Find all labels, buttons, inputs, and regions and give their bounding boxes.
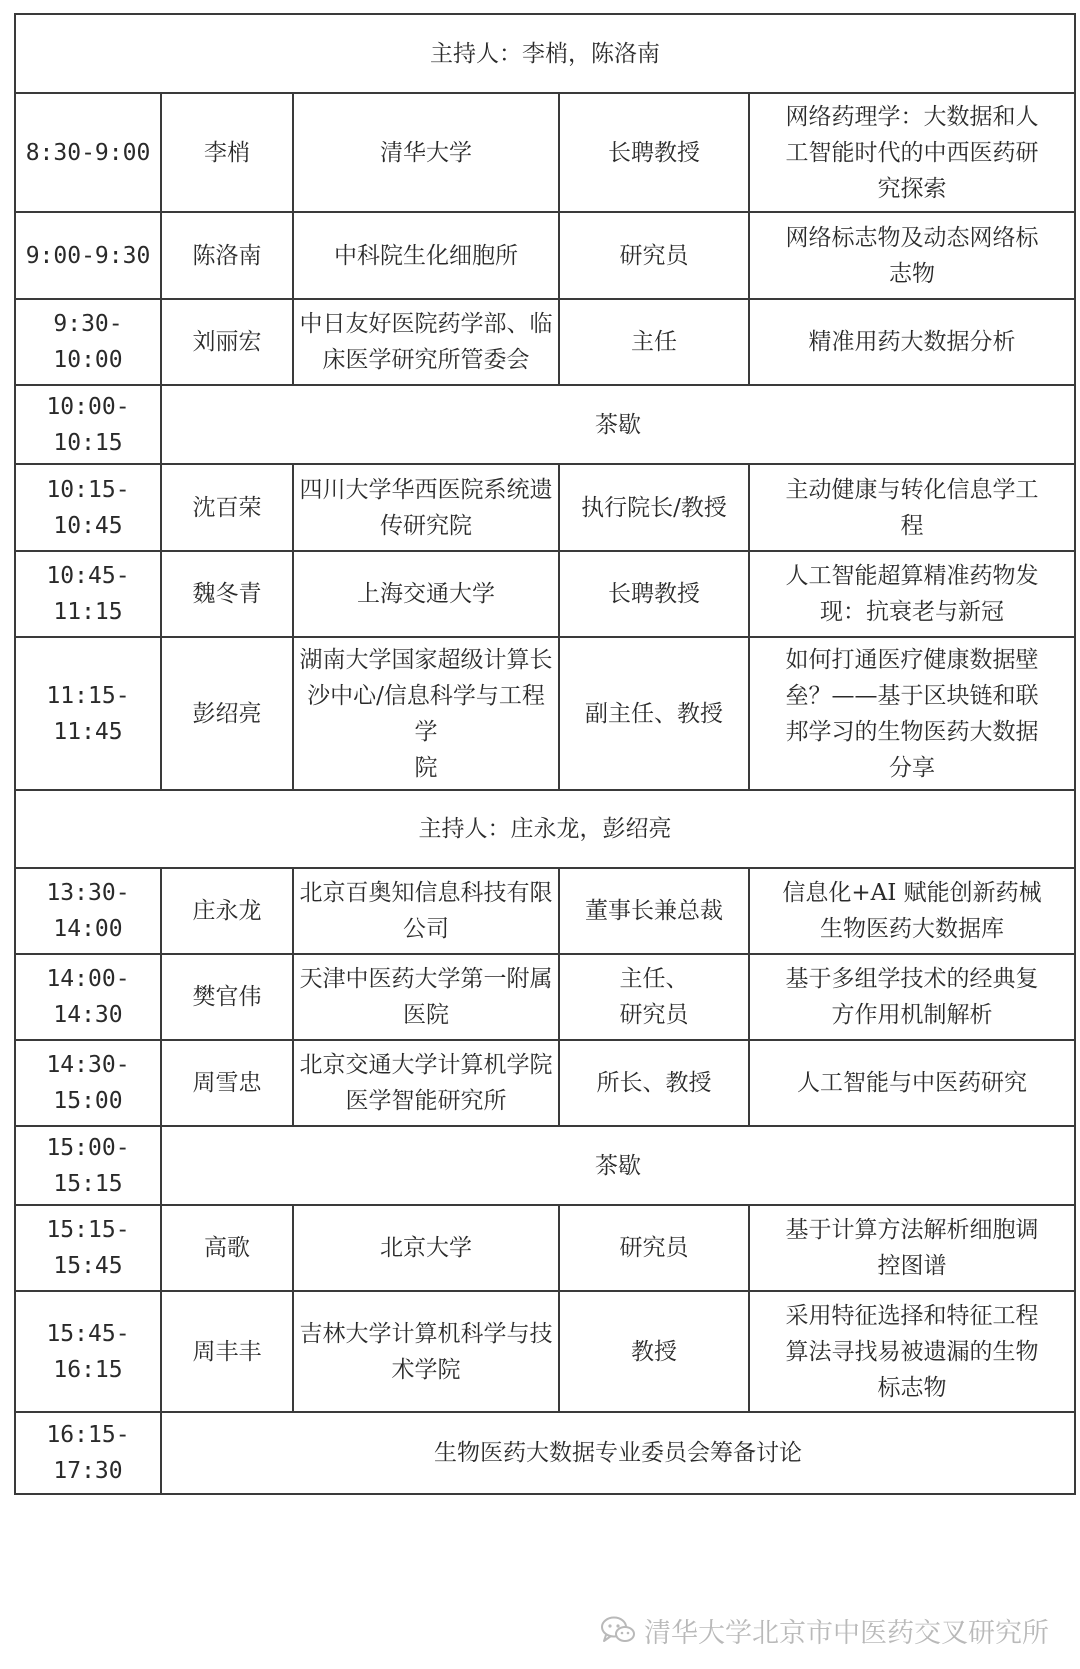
title-cell: 研究员 — [559, 212, 749, 299]
title-cell: 董事长兼总裁 — [559, 868, 749, 954]
topic-cell: 信息化+AI 赋能创新药械 生物医药大数据库 — [749, 868, 1075, 954]
title-cell: 教授 — [559, 1291, 749, 1412]
time-cell: 9:30-10:00 — [15, 299, 161, 385]
host-row-morning — [15, 14, 1075, 93]
table-row — [15, 868, 1075, 954]
speaker-cell: 陈洛南 — [161, 212, 293, 299]
topic-cell: 如何打通医疗健康数据壁 垒？——基于区块链和联 邦学习的生物医药大数据 分享 — [749, 637, 1075, 790]
topic-cell: 人工智能与中医药研究 — [749, 1040, 1075, 1126]
speaker-cell: 刘丽宏 — [161, 299, 293, 385]
table-row — [15, 212, 1075, 299]
title-cell: 研究员 — [559, 1205, 749, 1291]
time-cell: 15:15-15:45 — [15, 1205, 161, 1291]
topic-cell: 网络药理学：大数据和人 工智能时代的中西医药研 究探索 — [749, 93, 1075, 212]
speaker-cell: 李梢 — [161, 93, 293, 212]
org-cell: 四川大学华西医院系统遗 传研究院 — [293, 464, 559, 551]
speaker-cell: 魏冬青 — [161, 551, 293, 637]
topic-cell: 基于计算方法解析细胞调 控图谱 — [749, 1205, 1075, 1291]
topic-cell: 精准用药大数据分析 — [749, 299, 1075, 385]
org-cell: 清华大学 — [293, 93, 559, 212]
tea-break-label: 茶歇 — [161, 1126, 1075, 1205]
time-cell: 15:45-16:15 — [15, 1291, 161, 1412]
title-cell: 执行院长/教授 — [559, 464, 749, 551]
time-cell: 16:15-17:30 — [15, 1412, 161, 1494]
speaker-cell: 彭绍亮 — [161, 637, 293, 790]
time-cell: 10:00-10:15 — [15, 385, 161, 464]
org-cell: 湖南大学国家超级计算长 沙中心/信息科学与工程学 院 — [293, 637, 559, 790]
table-row — [15, 1040, 1075, 1126]
org-cell: 北京大学 — [293, 1205, 559, 1291]
speaker-cell: 沈百荣 — [161, 464, 293, 551]
host-row-afternoon — [15, 790, 1075, 868]
time-cell: 10:15-10:45 — [15, 464, 161, 551]
time-cell: 15:00-15:15 — [15, 1126, 161, 1205]
schedule-table — [14, 13, 1076, 1495]
topic-cell: 基于多组学技术的经典复 方作用机制解析 — [749, 954, 1075, 1040]
title-cell: 长聘教授 — [559, 551, 749, 637]
org-cell: 天津中医药大学第一附属 医院 — [293, 954, 559, 1040]
break-row — [15, 1126, 1075, 1205]
org-cell: 中科院生化细胞所 — [293, 212, 559, 299]
closing-row — [15, 1412, 1075, 1494]
table-row — [15, 551, 1075, 637]
title-cell: 副主任、教授 — [559, 637, 749, 790]
table-row — [15, 299, 1075, 385]
time-cell: 10:45-11:15 — [15, 551, 161, 637]
break-row — [15, 385, 1075, 464]
topic-cell: 采用特征选择和特征工程 算法寻找易被遗漏的生物 标志物 — [749, 1291, 1075, 1412]
time-cell: 11:15-11:45 — [15, 637, 161, 790]
table-row — [15, 464, 1075, 551]
time-cell: 9:00-9:30 — [15, 212, 161, 299]
host-afternoon: 主持人：庄永龙，彭绍亮 — [15, 790, 1075, 868]
time-cell: 14:30-15:00 — [15, 1040, 161, 1126]
time-cell: 14:00-14:30 — [15, 954, 161, 1040]
org-cell: 中日友好医院药学部、临 床医学研究所管委会 — [293, 299, 559, 385]
org-cell: 吉林大学计算机科学与技 术学院 — [293, 1291, 559, 1412]
org-cell: 上海交通大学 — [293, 551, 559, 637]
speaker-cell: 庄永龙 — [161, 868, 293, 954]
closing-discussion-label: 生物医药大数据专业委员会筹备讨论 — [161, 1412, 1075, 1494]
title-cell: 主任、 研究员 — [559, 954, 749, 1040]
speaker-cell: 周雪忠 — [161, 1040, 293, 1126]
table-row — [15, 954, 1075, 1040]
tea-break-label: 茶歇 — [161, 385, 1075, 464]
time-cell: 13:30-14:00 — [15, 868, 161, 954]
org-cell: 北京百奥知信息科技有限 公司 — [293, 868, 559, 954]
wechat-icon — [600, 1615, 636, 1645]
topic-cell: 网络标志物及动态网络标 志物 — [749, 212, 1075, 299]
table-row — [15, 1205, 1075, 1291]
table-row — [15, 93, 1075, 212]
org-cell: 北京交通大学计算机学院 医学智能研究所 — [293, 1040, 559, 1126]
table-row — [15, 637, 1075, 790]
title-cell: 长聘教授 — [559, 93, 749, 212]
speaker-cell: 周丰丰 — [161, 1291, 293, 1412]
time-cell: 8:30-9:00 — [15, 93, 161, 212]
topic-cell: 主动健康与转化信息学工 程 — [749, 464, 1075, 551]
topic-cell: 人工智能超算精准药物发 现：抗衰老与新冠 — [749, 551, 1075, 637]
speaker-cell: 樊官伟 — [161, 954, 293, 1040]
speaker-cell: 高歌 — [161, 1205, 293, 1291]
watermark — [600, 1610, 1049, 1650]
title-cell: 所长、教授 — [559, 1040, 749, 1126]
watermark-text: 清华大学北京市中医药交叉研究所 — [644, 1617, 1049, 1649]
title-cell: 主任 — [559, 299, 749, 385]
host-morning: 主持人：李梢，陈洛南 — [15, 14, 1075, 93]
table-row — [15, 1291, 1075, 1412]
